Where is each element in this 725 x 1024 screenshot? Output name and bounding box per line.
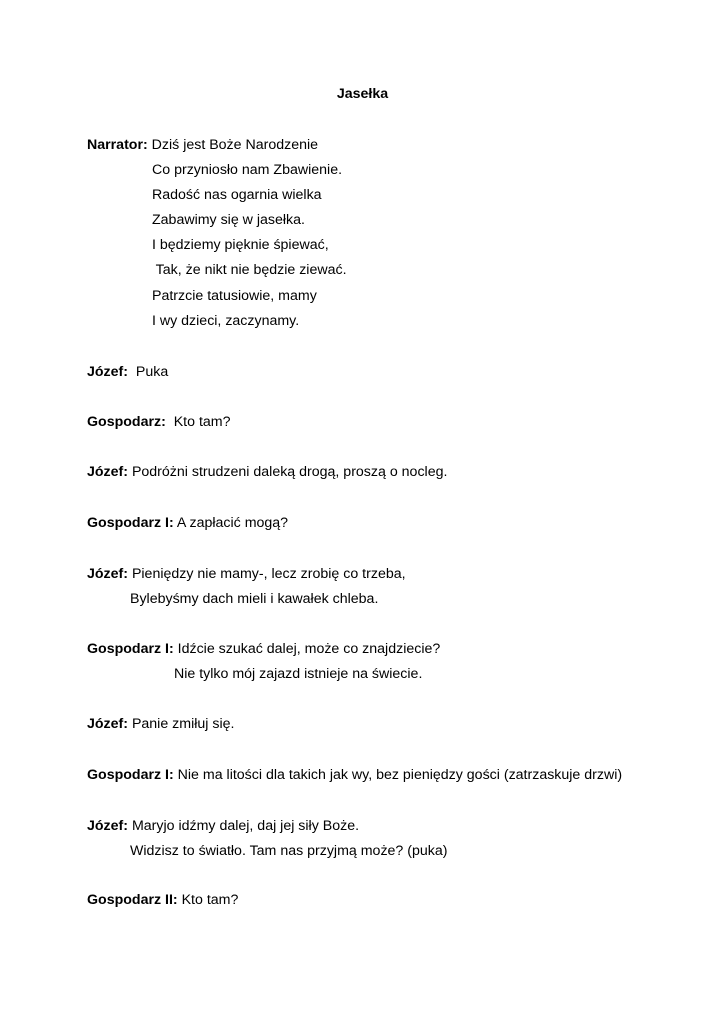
speaker-label: Józef: [87,364,128,380]
narrator-line-8: I wy dzieci, zaczynamy. [152,313,300,329]
speaker-label: Gospodarz II: [87,892,178,908]
dialogue-text: Maryjo idźmy dalej, daj jej siły Boże. [128,818,360,834]
dialogue-text: Podróżni strudzeni daleką drogą, proszą o nocleg. [128,464,448,480]
dialogue-continuation: Widzisz to światło. Tam nas przyjmą może? (puka) [130,843,448,859]
narrator-line-4: Zabawimy się w jasełka. [152,212,305,228]
dialogue-line [87,565,406,583]
dialogue-line [87,514,288,532]
dialogue-continuation: Bylebyśmy dach mieli i kawałek chleba. [130,591,379,607]
speaker-label: Gospodarz I: [87,515,174,531]
speaker-label: Józef: [87,566,128,582]
speaker-label: Gospodarz: [87,414,166,430]
dialogue-line [87,715,234,733]
narrator-line-3: Radość nas ogarnia wielka [152,187,322,203]
dialogue-line [87,766,622,784]
narrator-line-2: Co przyniosło nam Zbawienie. [152,162,343,178]
speaker-label: Gospodarz I: [87,641,174,657]
dialogue-text: A zapłacić mogą? [173,515,289,531]
narrator-line-1 [87,136,318,154]
dialogue-text: Kto tam? [177,892,239,908]
dialogue-line [87,363,168,381]
dialogue-text: Panie zmiłuj się. [128,716,235,732]
speaker-label: Józef: [87,818,128,834]
speaker-label: Józef: [87,464,128,480]
speaker-label: Narrator: [87,137,148,153]
dialogue-line [87,891,238,909]
dialogue-continuation: Nie tylko mój zajazd istnieje na świecie. [174,666,423,682]
dialogue-text: Pieniędzy nie mamy-, lecz zrobię co trzeba, [128,566,406,582]
dialogue-text: Dziś jest Boże Narodzenie [147,137,319,153]
narrator-line-5: I będziemy pięknie śpiewać, [152,237,329,253]
speaker-label: Gospodarz I: [87,767,174,783]
dialogue-text: Puka [128,364,169,380]
document-title: Jasełka [336,86,389,102]
dialogue-line [87,817,359,835]
narrator-line-6: Tak, że nikt nie będzie ziewać. [152,262,347,278]
narrator-line-7: Patrzcie tatusiowie, mamy [152,288,317,304]
dialogue-line [87,413,231,431]
dialogue-text: Kto tam? [165,414,231,430]
dialogue-text: Nie ma litości dla takich jak wy, bez pieniędzy gości (zatrzaskuje drzwi) [173,767,623,783]
dialogue-text: Idźcie szukać dalej, może co znajdziecie? [173,641,441,657]
dialogue-line [87,463,447,481]
dialogue-line [87,640,440,658]
speaker-label: Józef: [87,716,128,732]
